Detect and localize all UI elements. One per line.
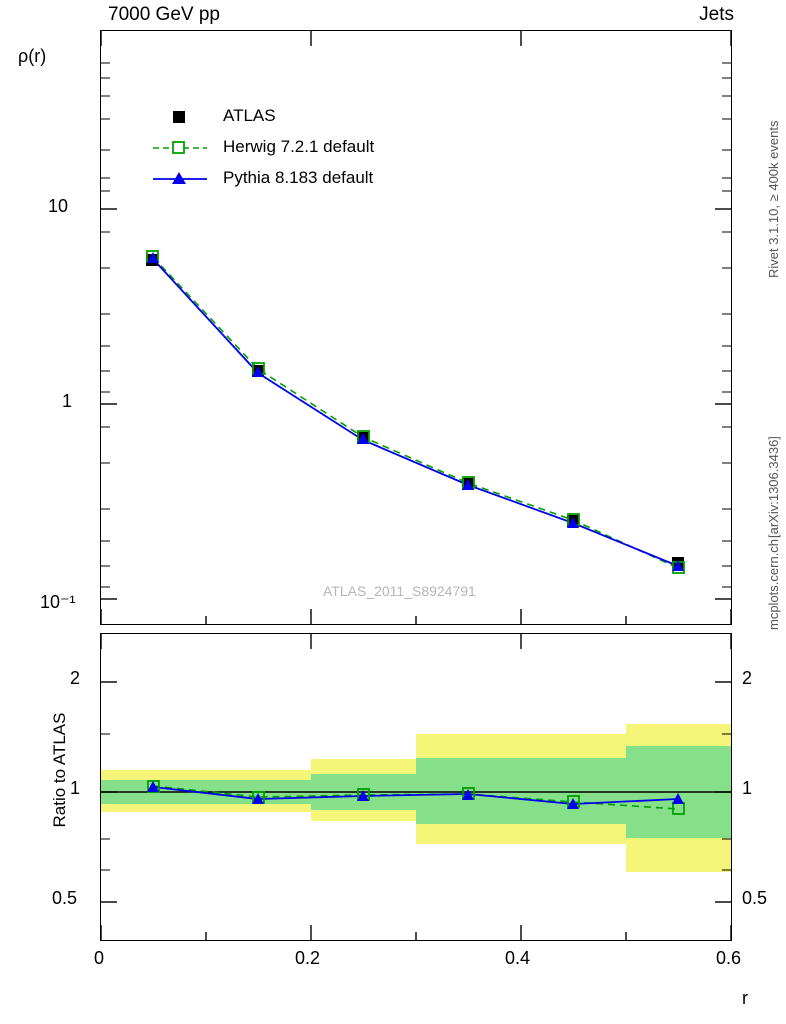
series-points-atlas <box>146 254 684 569</box>
analysis-watermark: ATLAS_2011_S8924791 <box>323 583 476 599</box>
legend-marker-pythia <box>151 168 211 190</box>
ratio-ytick-left-0p5: 0.5 <box>52 888 78 908</box>
main-ytick-0p1: 10⁻¹ <box>40 592 76 612</box>
ratio-plot-svg <box>101 634 731 940</box>
ratio-ytick-left-1: 1 <box>70 778 81 798</box>
header-beam-label: 7000 GeV pp <box>108 4 220 25</box>
ratio-ytick-left-2: 2 <box>70 668 81 688</box>
series-line-herwig <box>153 257 678 568</box>
series-points-herwig <box>147 251 684 573</box>
legend-label-herwig: Herwig 7.2.1 default <box>223 137 375 156</box>
x-axis-title: r <box>742 988 748 1008</box>
rivet-version-note: Rivet 3.1.10, ≥ 400k events <box>766 120 781 278</box>
main-ytick-10: 10 <box>48 196 69 216</box>
main-ytick-1: 1 <box>62 391 73 411</box>
xtick-0p6: 0.6 <box>716 948 742 968</box>
ratio-ytick-right-0p5: 0.5 <box>742 888 768 908</box>
series-line-pythia <box>153 259 678 566</box>
ratio-ytick-right-2: 2 <box>742 668 753 688</box>
main-y-axis-title: ρ(r) <box>18 46 47 66</box>
legend-marker-herwig <box>151 137 211 159</box>
xtick-0: 0 <box>94 948 105 968</box>
arxiv-note: [arXiv:1306.3436] <box>766 436 781 538</box>
ratio-plot-area <box>100 633 732 941</box>
legend-marker-atlas <box>151 106 211 128</box>
main-plot-area <box>100 30 732 625</box>
xtick-0p2: 0.2 <box>295 948 321 968</box>
header-analysis-label: Jets <box>699 4 734 25</box>
legend-label-pythia: Pythia 8.183 default <box>223 168 374 187</box>
mcplots-note: mcplots.cern.ch <box>766 538 781 630</box>
legend-label-atlas: ATLAS <box>223 106 276 125</box>
ratio-ytick-right-1: 1 <box>742 778 753 798</box>
series-points-pythia <box>147 252 684 571</box>
ratio-y-axis-title: Ratio to ATLAS <box>50 712 69 828</box>
xtick-0p4: 0.4 <box>505 948 531 968</box>
